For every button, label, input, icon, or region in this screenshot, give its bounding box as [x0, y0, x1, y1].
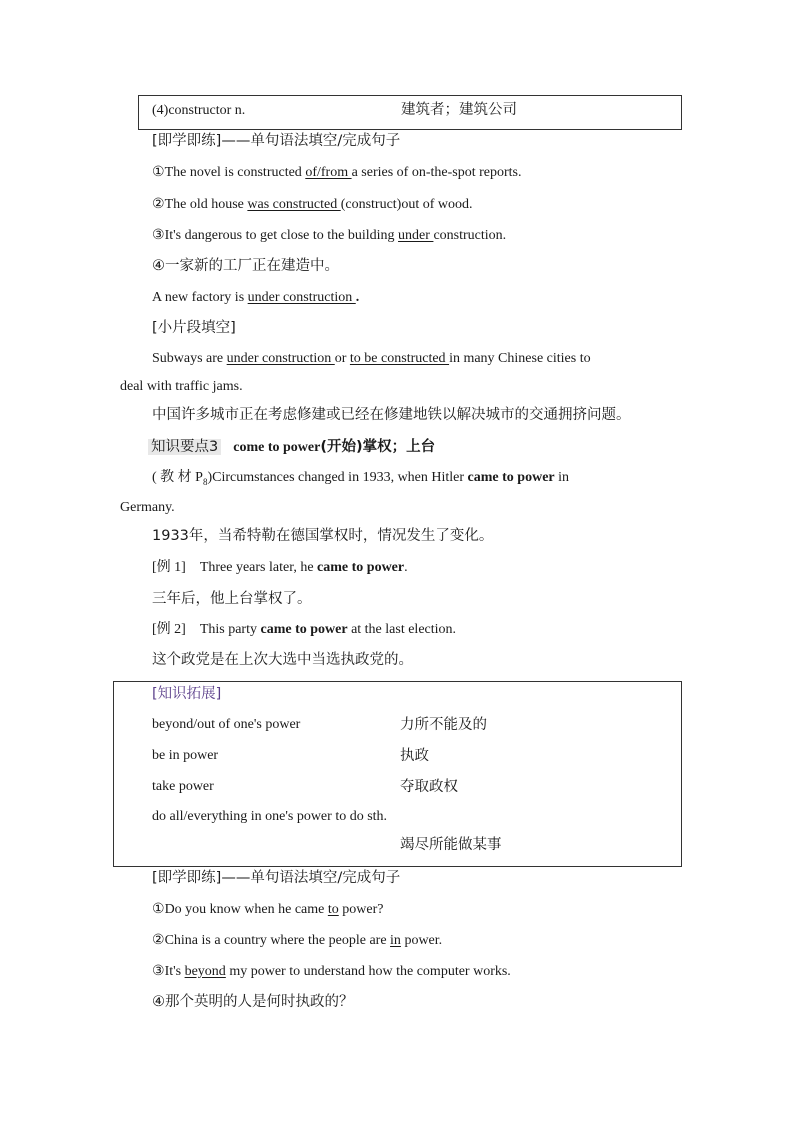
source-text: ( 教 材 P [152, 470, 203, 485]
constructor-meaning: 建筑者；建筑公司 [401, 102, 517, 118]
example-label: [例 2] [152, 622, 186, 637]
expansion-meaning: 竭尽所能做某事 [400, 837, 502, 853]
item-number: ① [152, 165, 165, 180]
item-text: The novel is constructed [164, 165, 306, 180]
example-text: at the last election. [347, 622, 457, 637]
example-text: This party [199, 622, 261, 637]
page-number: 8 [202, 476, 208, 487]
fill-heading: [小片段填空] [152, 320, 236, 336]
practice1-item [152, 163, 521, 183]
answer-blank: to [327, 902, 339, 917]
item-text: power. [400, 933, 443, 948]
practice2-item [152, 931, 442, 951]
answer-blank: under construction [247, 290, 356, 305]
constructor-box [138, 95, 682, 130]
answer-blank: of/from [305, 165, 352, 180]
fill-paragraph-line1 [152, 349, 591, 369]
item-text: my power to understand how the computer works. [225, 964, 511, 979]
example-1-translation: 三年后，他上台掌权了。 [152, 591, 312, 607]
source-sentence-line2: Germany. [120, 500, 175, 515]
expansion-heading: [知识拓展] [152, 686, 222, 702]
item-text: The old house [164, 197, 248, 212]
fill-translation: 中国许多城市正在考虑修建或已经在修建地铁以解决城市的交通拥挤问题。 [152, 407, 631, 423]
practice1-item [152, 195, 473, 215]
answer-blank: under construction [226, 351, 335, 366]
expansion-phrase: beyond/out of one's power [152, 717, 301, 732]
source-translation: 1933年，当希特勒在德国掌权时，情况发生了变化。 [152, 528, 494, 544]
answer-blank: beyond [184, 964, 226, 979]
item-text: China is a country where the people are [164, 933, 391, 948]
answer-blank: was constructed [247, 197, 341, 212]
item-text: power? [338, 902, 384, 917]
source-text: )Circumstances changed in 1933, when Hitler [207, 470, 468, 485]
practice1-item4-en [152, 288, 359, 308]
expansion-phrase: do all/everything in one's power to do sth. [152, 809, 388, 824]
example-2-translation: 这个政党是在上次大选中当选执政党的。 [152, 652, 413, 668]
fill-text: in many Chinese cities to [449, 351, 591, 366]
item-text: . [355, 290, 360, 305]
fill-paragraph-line2: deal with traffic jams. [120, 379, 243, 394]
item-number: ② [152, 933, 165, 948]
fill-text: or [334, 351, 350, 366]
key-phrase: came to power [467, 470, 555, 485]
point-meaning: (开始)掌权；上台 [320, 439, 436, 455]
point-label: 知识要点3 [148, 439, 221, 455]
practice2-heading: [即学即练]——单句语法填空/完成句子 [152, 870, 401, 886]
item-text: construction. [433, 228, 507, 243]
point-phrase: come to power [233, 440, 321, 455]
answer-blank: to be constructed [349, 351, 450, 366]
answer-blank: under [398, 228, 434, 243]
example-label: [例 1] [152, 560, 186, 575]
item-text: (construct)out of wood. [340, 197, 473, 212]
item-text: a series of on-the-spot reports. [351, 165, 522, 180]
item-number: ③ [152, 228, 165, 243]
fill-text: Subways are [152, 351, 227, 366]
expansion-meaning: 执政 [400, 748, 429, 764]
practice2-item [152, 962, 511, 982]
constructor-term: (4)constructor n. [152, 103, 246, 118]
example-1 [152, 558, 408, 578]
practice2-item4-zh: ④那个英明的人是何时执政的？ [152, 994, 354, 1010]
expansion-meaning: 力所不能及的 [400, 717, 487, 733]
key-phrase: came to power [317, 560, 405, 575]
item-number: ① [152, 902, 165, 917]
practice1-heading: [即学即练]——单句语法填空/完成句子 [152, 133, 401, 149]
expansion-box [113, 681, 682, 867]
practice1-item [152, 226, 506, 246]
expansion-phrase: be in power [152, 748, 219, 763]
example-text: Three years later, he [199, 560, 318, 575]
item-number: ② [152, 197, 165, 212]
example-2 [152, 620, 456, 640]
example-text: . [404, 560, 408, 575]
answer-blank: in [390, 933, 401, 948]
expansion-phrase: take power [152, 779, 214, 794]
source-text: in [554, 470, 570, 485]
item-text: A new factory is [152, 290, 248, 305]
point3-heading [148, 437, 435, 458]
item-text: It's [164, 964, 185, 979]
item-number: ③ [152, 964, 165, 979]
practice2-item [152, 900, 383, 920]
practice1-item4-zh: ④一家新的工厂正在建造中。 [152, 258, 339, 274]
source-sentence [152, 468, 569, 492]
item-text: It's dangerous to get close to the building [164, 228, 399, 243]
item-text: Do you know when he came [164, 902, 328, 917]
key-phrase: came to power [260, 622, 348, 637]
expansion-meaning: 夺取政权 [400, 779, 458, 795]
